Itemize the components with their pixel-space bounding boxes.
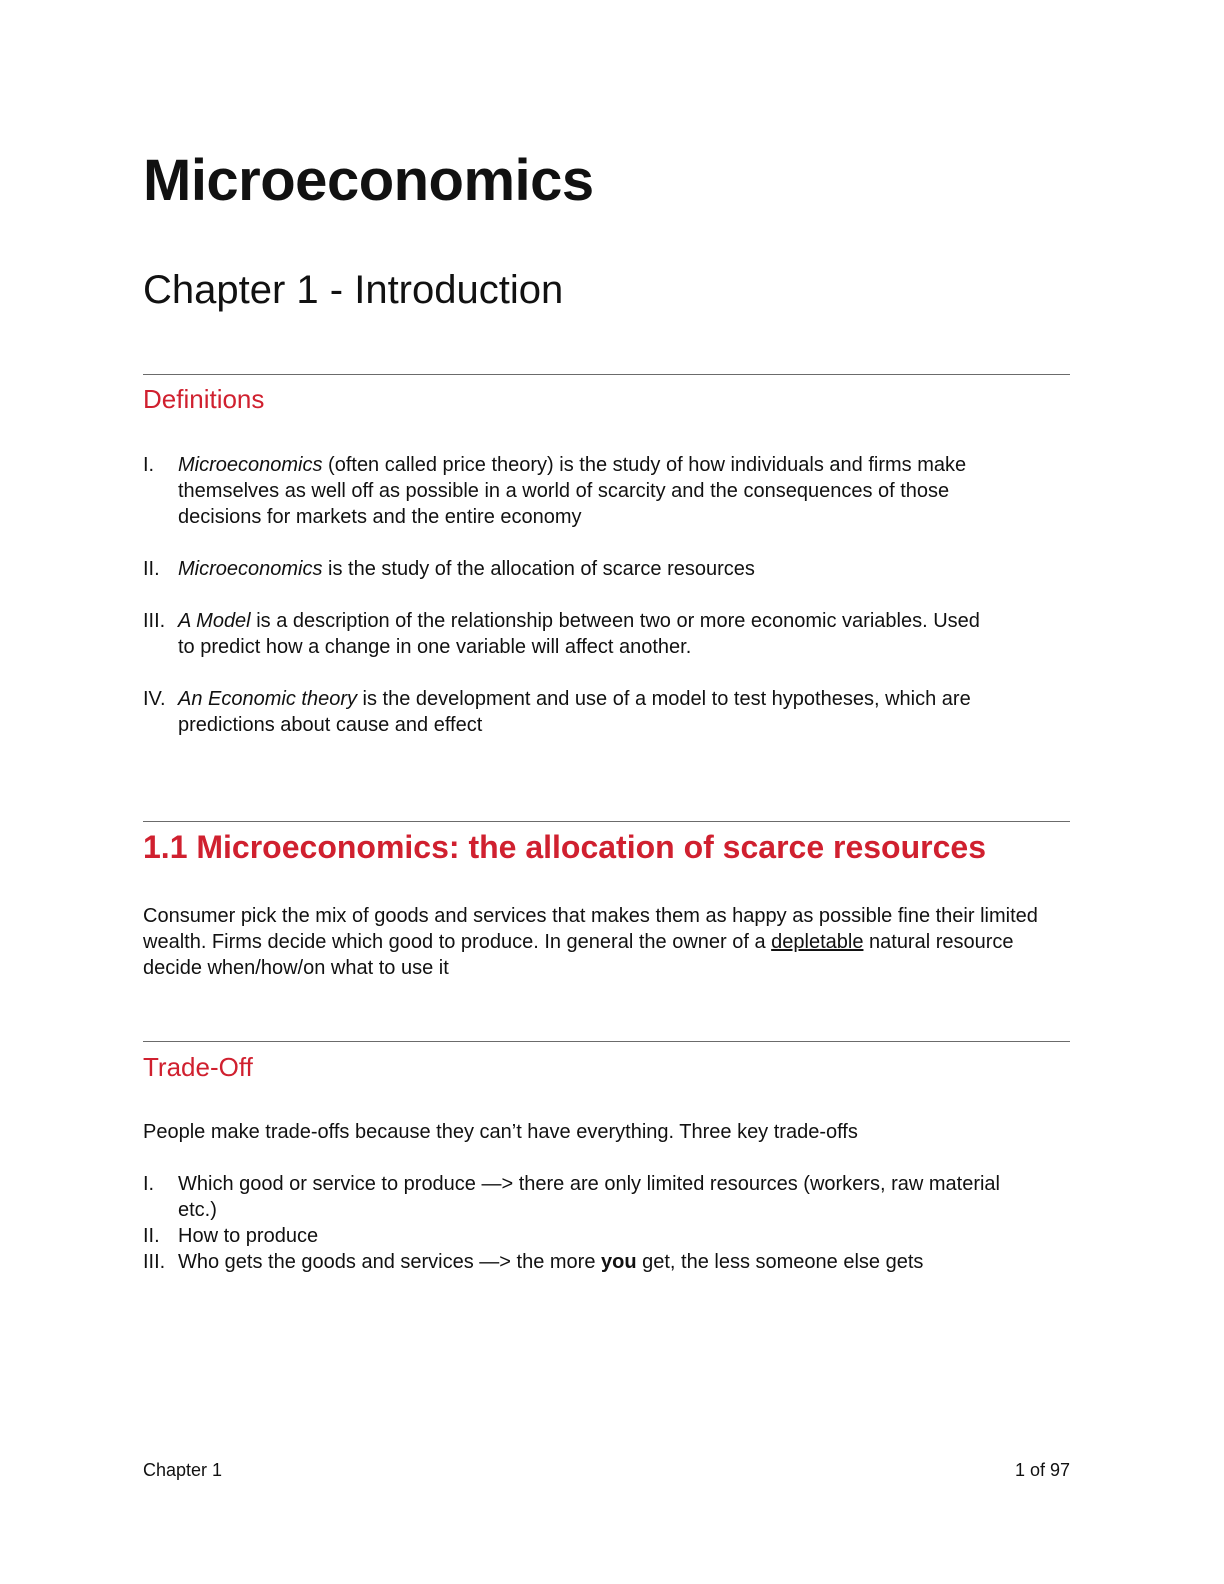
trade-off-item [143, 1223, 1013, 1249]
list-number: IV. [143, 688, 166, 710]
section-divider [143, 374, 1070, 375]
section-heading: 1.1 Microeconomics: the allocation of scarce resources [143, 829, 986, 865]
list-number: I. [143, 1173, 155, 1195]
definition-text: to predict how a change in one variable will affect another. [178, 636, 692, 658]
depletable-link[interactable]: depletable [771, 931, 864, 953]
paragraph-text: Consumer pick the mix of goods and services that makes them as happy as possible fine their limited wealth. Firms decide which good to produce. In general the owner of a [143, 905, 1038, 953]
definition-text: is the development and use of a model to test hypotheses, which are [356, 688, 971, 710]
trade-off-text: Which good or service to produce —> there are only limited resources (workers, raw material etc.) [178, 1173, 1000, 1221]
definitions-heading: Definitions [143, 384, 265, 414]
definition-text: is the study of the allocation of scarce resources [322, 558, 755, 580]
list-number: III. [143, 1251, 166, 1273]
definition-item [143, 686, 1073, 738]
definition-text: is a description of the relationship between two or more economic variables. Used [250, 610, 980, 632]
document-title: Microeconomics [143, 148, 594, 213]
footer-chapter-label: Chapter 1 [143, 1460, 223, 1480]
definition-item [143, 608, 1073, 660]
defined-term: A Model [178, 610, 251, 632]
definition-text: decisions for markets and the entire economy [178, 506, 582, 528]
trade-off-item [143, 1249, 1013, 1275]
list-number: III. [143, 610, 166, 632]
list-number: I. [143, 454, 155, 476]
definition-text: predictions about cause and effect [178, 714, 483, 736]
trade-off-list [143, 1171, 1013, 1275]
section-divider [143, 821, 1070, 822]
trade-off-intro: People make trade-offs because they can’t have everything. Three key trade-offs [143, 1121, 858, 1143]
definitions-list [143, 452, 1073, 738]
list-number: II. [143, 1225, 160, 1247]
footer-page-number: 1 of 97 [1014, 1460, 1070, 1480]
trade-off-text: Who gets the goods and services —> the more [178, 1251, 601, 1273]
emphasis-you: you [601, 1251, 637, 1273]
section-paragraph [143, 903, 1078, 981]
paragraph-text: natural resource decide when/how/on what to use it [143, 931, 1014, 979]
defined-term: Microeconomics [178, 558, 323, 580]
definition-text: themselves as well off as possible in a world of scarcity and the consequences of those [178, 480, 950, 502]
trade-off-text: How to produce [178, 1225, 319, 1247]
trade-off-item [143, 1171, 1013, 1223]
definition-item [143, 556, 1073, 582]
trade-off-heading: Trade-Off [143, 1052, 253, 1082]
chapter-title: Chapter 1 - Introduction [143, 268, 564, 312]
definition-text: (often called price theory) is the study of how individuals and firms make [322, 454, 967, 476]
defined-term: Microeconomics [178, 454, 323, 476]
definition-item [143, 452, 1073, 530]
section-divider [143, 1041, 1070, 1042]
list-number: II. [143, 558, 160, 580]
defined-term: An Economic theory [178, 688, 357, 710]
trade-off-text: get, the less someone else gets [636, 1251, 924, 1273]
